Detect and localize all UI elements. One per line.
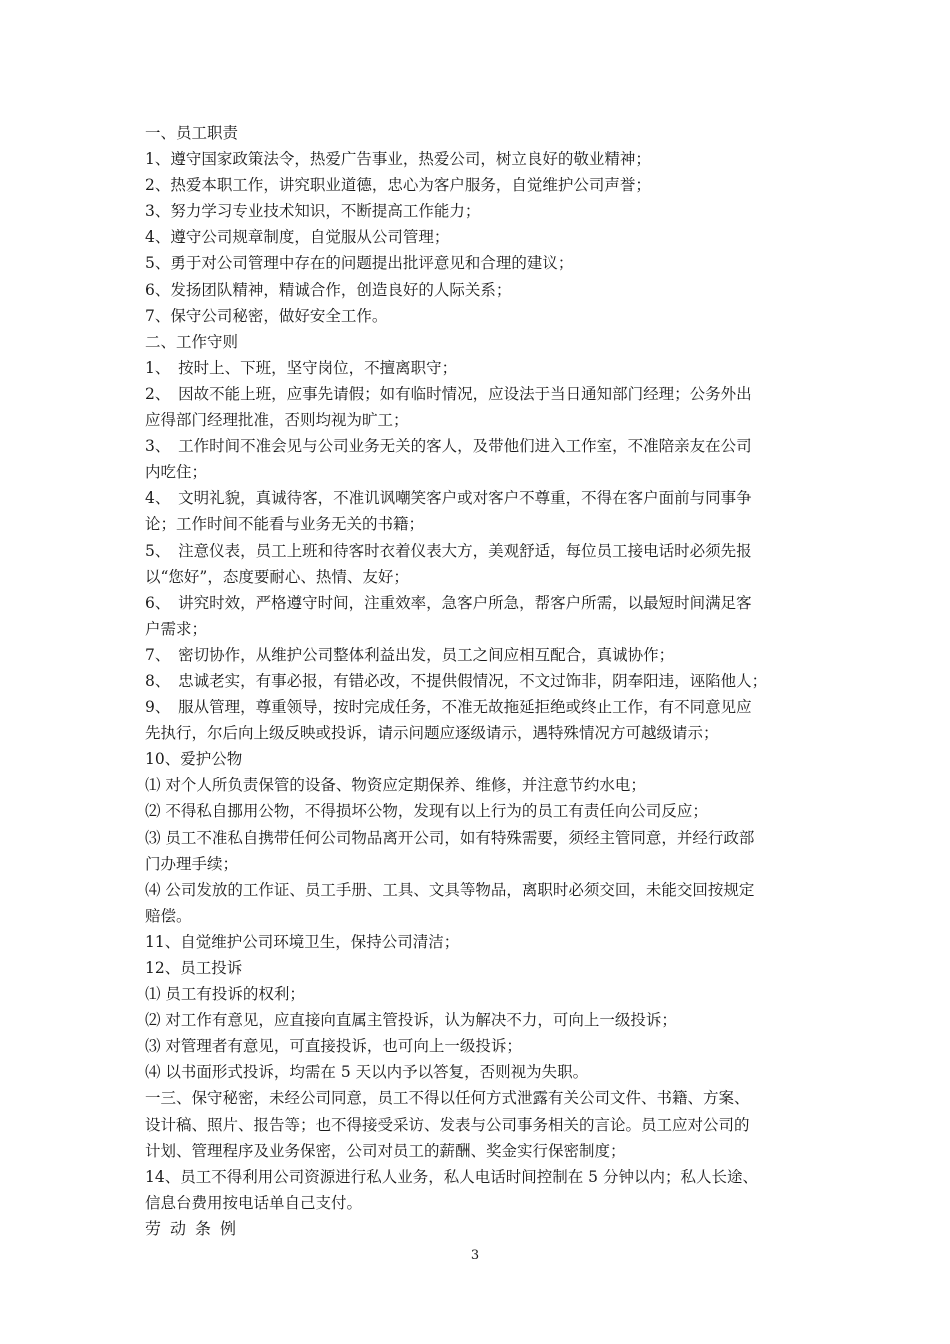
text-line: 一、员工职责 [145,124,239,142]
text-line: 信息台费用按电话单自己支付。 [145,1193,363,1212]
text-line: 4、 文明礼貌，真诚待客，不准讥讽嘲笑客户或对客户不尊重，不得在客户面前与同事争 [145,489,752,508]
text-line: 5、 注意仪表，员工上班和待客时衣着仪表大方，美观舒适，每位员工接电话时必须先报 [145,541,752,560]
text-line: 赔偿。 [145,906,192,925]
text-line: 6、发扬团队精神，精诚合作，创造良好的人际关系； [145,280,512,299]
text-line: 12、员工投诉 [145,959,243,977]
text-line: ⑵ 不得私自挪用公物，不得损坏公物，发现有以上行为的员工有责任向公司反应； [145,802,708,821]
text-line: 11、自觉维护公司环境卫生，保持公司清洁； [145,932,460,951]
text-line: 先执行，尔后向上级反映或投诉，请示问题应逐级请示，遇特殊情况方可越级请示； [145,724,719,743]
text-line: 9、 服从管理，尊重领导，按时完成任务，不准无故拖延拒绝或终止工作，有不同意见应 [145,698,752,717]
text-line: 8、 忠诚老实，有事必报，有错必改，不提供假情况，不文过饰非，阴奉阳违，诬陷他人； [145,671,768,690]
text-line: ⑶ 对管理者有意见，可直接投诉，也可向上一级投诉； [145,1037,522,1056]
text-line: 设计稿、照片、报告等；也不得接受采访、发表与公司事务相关的言论。员工应对公司的 [145,1115,750,1134]
text-line: 户需求； [145,619,208,638]
text-line: ⑷ 公司发放的工作证、员工手册、工具、文具等物品，离职时必须交回，未能交回按规定 [145,880,755,899]
text-line: 14、员工不得利用公司资源进行私人业务，私人电话时间控制在 5 分钟以内；私人长途、 [145,1167,758,1186]
text-line: ⑵ 对工作有意见，应直接向直属主管投诉，认为解决不力，可向上一级投诉； [145,1011,677,1030]
text-line: 门办理手续； [145,854,239,873]
text-line: 1、遵守国家政策法令，热爱广告事业，热爱公司，树立良好的敬业精神； [145,150,651,169]
text-line: 应得部门经理批准，否则均视为旷工； [145,411,409,430]
text-line: 10、爱护公物 [145,750,243,769]
text-line: 2、热爱本职工作，讲究职业道德，忠心为客户服务，自觉维护公司声誉； [145,176,651,195]
text-line: 二、工作守则 [145,332,239,351]
section-heading: 劳动条例 [145,1219,246,1238]
text-line: 1、 按时上、下班，坚守岗位，不擅离职守； [145,358,458,377]
text-line: 7、 密切协作，从维护公司整体利益出发，员工之间应相互配合，真诚协作； [145,645,675,664]
document-body [145,120,813,1216]
text-line: 论；工作时间不能看与业务无关的书籍； [145,515,425,534]
text-line: ⑴ 对个人所负责保管的设备、物资应定期保养、维修，并注意节约水电； [145,776,646,795]
text-line: 计划、管理程序及业务保密，公司对员工的薪酬、奖金实行保密制度； [145,1141,626,1160]
text-line: 5、勇于对公司管理中存在的问题提出批评意见和合理的建议； [145,254,574,273]
text-line: 内吃住； [145,463,208,482]
text-line: ⑶ 员工不准私自携带任何公司物品离开公司，如有特殊需要，须经主管同意，并经行政部 [145,828,755,847]
text-line: ⑷ 以书面形式投诉，均需在 5 天以内予以答复，否则视为失职。 [145,1063,589,1082]
page-number: 3 [470,1248,480,1263]
text-line: 7、保守公司秘密，做好安全工作。 [145,306,388,325]
text-line: 以“您好”，态度要耐心、热情、友好； [145,567,409,586]
text-line: 3、 工作时间不准会见与公司业务无关的客人，及带他们进入工作室，不准陪亲友在公司 [145,437,752,456]
text-line: 2、 因故不能上班，应事先请假；如有临时情况，应设法于当日通知部门经理；公务外出 [145,384,752,403]
text-line: 一三、保守秘密，未经公司同意，员工不得以任何方式泄露有关公司文件、书籍、方案、 [145,1089,750,1108]
text-line: 6、 讲究时效，严格遵守时间，注重效率，急客户所急，帮客户所需，以最短时间满足客 [145,593,752,612]
text-line: 4、遵守公司规章制度，自觉服从公司管理； [145,228,450,247]
text-line: ⑴ 员工有投诉的权利； [145,985,305,1004]
text-line: 3、努力学习专业技术知识，不断提高工作能力； [145,202,481,221]
